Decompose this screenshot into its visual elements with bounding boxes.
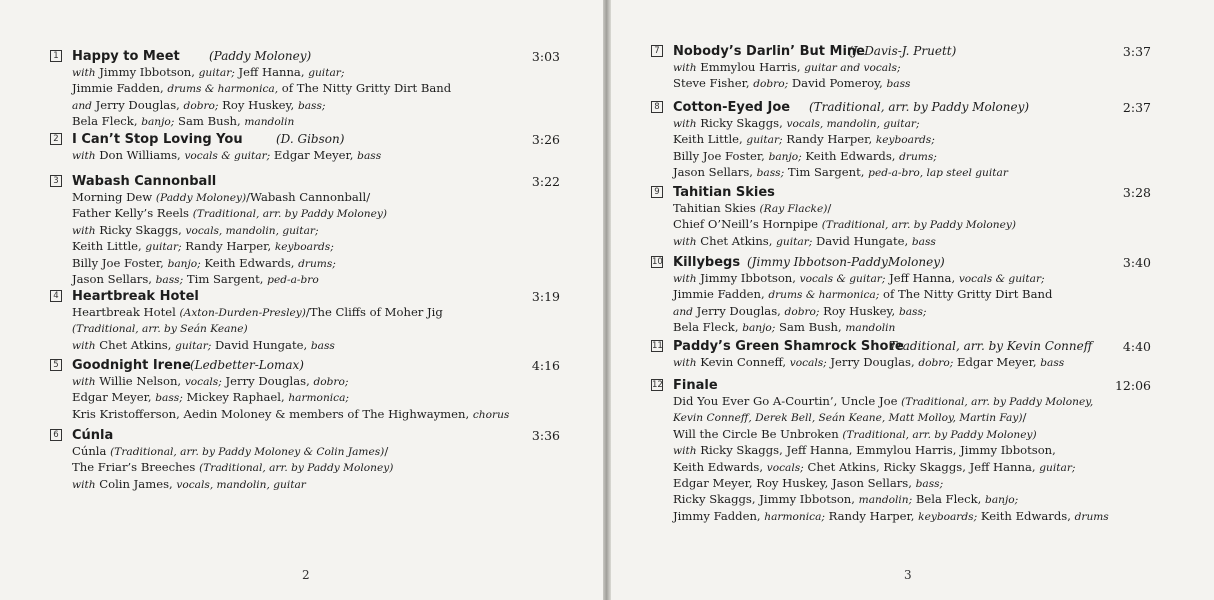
track-number-box: 7 xyxy=(651,45,663,57)
track-8 xyxy=(651,99,1151,182)
track-title: Finale xyxy=(673,378,718,393)
personnel-line: Bela Fleck, banjo; Sam Bush, mandolin xyxy=(673,320,896,335)
personnel-line: and Jerry Douglas, dobro; Roy Huskey, bass; xyxy=(72,97,326,112)
track-personnel xyxy=(673,60,1151,93)
track-personnel xyxy=(72,65,560,131)
track-header xyxy=(50,427,560,444)
track-title: Cotton-Eyed Joe xyxy=(673,100,791,115)
track-number-box: 12 xyxy=(652,380,663,390)
track-title: Goodnight Irene xyxy=(72,358,191,373)
track-number-box: 5 xyxy=(50,359,62,371)
personnel-line: Billy Joe Foster, banjo; Keith Edwards, drums; xyxy=(72,255,336,270)
track-duration: 3:22 xyxy=(531,174,560,189)
personnel-line: Ricky Skaggs, Jimmy Ibbotson, mandolin; Bela Fleck, banjo; xyxy=(673,492,1019,507)
track-personnel xyxy=(673,271,1151,337)
track-duration: 3:36 xyxy=(531,428,560,443)
personnel-line: Will the Circle Be Unbroken (Traditional, arr. by Paddy Moloney) xyxy=(673,426,1037,441)
personnel-line: with Jimmy Ibbotson, vocals & guitar; Jeff Hanna, vocals & guitar; xyxy=(673,271,1045,285)
track-2 xyxy=(50,131,560,164)
track-6 xyxy=(50,427,560,493)
track-title: I Can’t Stop Loving You xyxy=(72,132,243,147)
track-duration: 3:03 xyxy=(531,49,560,64)
personnel-line: Edgar Meyer, bass; Mickey Raphael, harmonica; xyxy=(72,390,349,405)
track-duration: 3:40 xyxy=(1122,255,1151,270)
track-number-box: 8 xyxy=(651,101,663,113)
personnel-line: Jason Sellars, bass; Tim Sargent, ped-a-bro, lap steel guitar xyxy=(673,165,1008,180)
track-4 xyxy=(50,288,560,354)
personnel-line: Jimmie Fadden, drums & harmonica; of The Nitty Gritty Dirt Band xyxy=(673,287,1053,302)
personnel-line: with Chet Atkins, guitar; David Hungate, bass xyxy=(673,233,936,248)
track-number-box: 11 xyxy=(652,341,663,351)
track-personnel xyxy=(673,116,1151,182)
personnel-line: with Ricky Skaggs, Jeff Hanna, Emmylou Harris, Jimmy Ibbotson, xyxy=(673,443,1056,458)
track-personnel xyxy=(72,190,560,288)
track-header xyxy=(651,338,1151,355)
track-number-box: 4 xyxy=(50,290,62,302)
track-header xyxy=(651,99,1151,116)
personnel-line: with Don Williams, vocals & guitar; Edgar Meyer, bass xyxy=(72,148,382,162)
track-number-box: 10 xyxy=(652,257,663,267)
track-duration: 2:37 xyxy=(1122,100,1151,115)
track-personnel xyxy=(72,305,560,354)
track-title: Happy to Meet xyxy=(72,49,180,64)
track-header xyxy=(50,357,560,374)
track-number-box: 1 xyxy=(50,50,62,62)
personnel-line: Father Kelly’s Reels (Traditional, arr. by Paddy Moloney) xyxy=(72,206,387,221)
track-composer-credit: (Paddy Moloney) xyxy=(209,49,312,63)
personnel-line: Jason Sellars, bass; Tim Sargent, ped-a-bro xyxy=(72,272,319,287)
track-title: Tahitian Skies xyxy=(673,185,775,200)
track-personnel xyxy=(673,394,1151,525)
track-composer-credit: (Traditional, arr. by Paddy Moloney) xyxy=(809,100,1030,114)
track-composer-credit: (D. Gibson) xyxy=(276,132,345,146)
track-title: Paddy’s Green Shamrock Shore xyxy=(673,339,904,354)
track-11 xyxy=(651,338,1151,371)
personnel-line: Chief O’Neill’s Hornpipe (Traditional, arr. by Paddy Moloney) xyxy=(673,217,1017,232)
personnel-line: (Traditional, arr. by Seán Keane) xyxy=(72,323,248,336)
personnel-line: Billy Joe Foster, banjo; Keith Edwards, drums; xyxy=(673,148,937,163)
track-duration: 12:06 xyxy=(1114,378,1151,393)
track-title: Cúnla xyxy=(72,428,114,443)
personnel-line: Steve Fisher, dobro; David Pomeroy, bass xyxy=(673,76,911,91)
track-personnel xyxy=(72,444,560,493)
track-header xyxy=(50,131,560,148)
track-5 xyxy=(50,357,560,423)
personnel-line: Keith Little, guitar; Randy Harper, keyboards; xyxy=(673,132,935,147)
track-personnel xyxy=(673,201,1151,250)
track-header xyxy=(651,184,1151,201)
personnel-line: with Kevin Conneff, vocals; Jerry Douglas, dobro; Edgar Meyer, bass xyxy=(673,355,1065,369)
track-7 xyxy=(651,43,1151,93)
personnel-line: Cúnla (Traditional, arr. by Paddy Moloney & Colin James)/ xyxy=(72,444,389,458)
personnel-line: with Chet Atkins, guitar; David Hungate, bass xyxy=(72,337,335,352)
personnel-line: Bela Fleck, banjo; Sam Bush, mandolin xyxy=(72,114,295,129)
track-composer-credit: (Ledbetter-Lomax) xyxy=(190,358,304,372)
personnel-line: Jimmy Fadden, harmonica; Randy Harper, keyboards; Keith Edwards, drums xyxy=(673,508,1109,523)
track-title: Nobody’s Darlin’ But Mine xyxy=(673,44,866,59)
track-1 xyxy=(50,48,560,131)
track-composer-credit: Traditional, arr. by Kevin Conneff xyxy=(889,339,1093,353)
track-12 xyxy=(651,377,1151,525)
personnel-line: with Emmylou Harris, guitar and vocals; xyxy=(673,60,901,74)
track-10 xyxy=(651,254,1151,337)
right-page xyxy=(611,0,1214,600)
track-personnel xyxy=(673,355,1151,371)
track-title: Heartbreak Hotel xyxy=(72,289,199,304)
personnel-line: Edgar Meyer, Roy Huskey, Jason Sellars, bass; xyxy=(673,476,944,491)
personnel-line: Jimmie Fadden, drums & harmonica, of The Nitty Gritty Dirt Band xyxy=(72,81,452,96)
personnel-line: with Ricky Skaggs, vocals, mandolin, guitar; xyxy=(673,116,920,130)
track-duration: 3:28 xyxy=(1122,185,1151,200)
personnel-line: Did You Ever Go A-Courtin’, Uncle Joe (Traditional, arr. by Paddy Moloney, xyxy=(673,394,1094,408)
page-number-left: 2 xyxy=(302,568,310,582)
track-header xyxy=(651,43,1151,60)
track-3 xyxy=(50,173,560,288)
personnel-line: with Colin James, vocals, mandolin, guitar xyxy=(72,476,306,491)
personnel-line: and Jerry Douglas, dobro; Roy Huskey, bass; xyxy=(673,303,927,318)
track-9 xyxy=(651,184,1151,250)
personnel-line: Kevin Conneff, Derek Bell, Seán Keane, Matt Molloy, Martin Fay)/ xyxy=(673,410,1027,425)
personnel-line: Morning Dew (Paddy Moloney)/Wabash Cannonball/ xyxy=(72,190,371,204)
track-duration: 3:19 xyxy=(531,289,560,304)
personnel-line: Kris Kristofferson, Aedin Moloney & members of The Highwaymen, chorus xyxy=(72,406,510,421)
personnel-line: The Friar’s Breeches (Traditional, arr. by Paddy Moloney) xyxy=(72,460,394,475)
personnel-line: Keith Edwards, vocals; Chet Atkins, Ricky Skaggs, Jeff Hanna, guitar; xyxy=(673,459,1076,474)
book-gutter xyxy=(603,0,611,600)
personnel-line: Tahitian Skies (Ray Flacke)/ xyxy=(673,201,832,215)
personnel-line: Heartbreak Hotel (Axton-Durden-Presley)/The Cliffs of Moher Jig xyxy=(72,305,443,319)
track-personnel xyxy=(72,374,560,423)
track-duration: 4:16 xyxy=(531,358,560,373)
personnel-line: with Ricky Skaggs, vocals, mandolin, guitar; xyxy=(72,222,319,237)
track-number-box: 6 xyxy=(50,429,62,441)
track-header xyxy=(50,48,560,65)
track-duration: 3:26 xyxy=(531,132,560,147)
track-header xyxy=(651,254,1151,271)
page-number-right: 3 xyxy=(904,568,912,582)
track-composer-credit: (Jimmy Ibbotson-PaddyMoloney) xyxy=(747,255,945,269)
track-duration: 4:40 xyxy=(1122,339,1151,354)
track-composer-credit: (J. Davis-J. Pruett) xyxy=(848,44,957,58)
track-title: Killybegs xyxy=(673,255,741,270)
track-header xyxy=(50,288,560,305)
track-personnel xyxy=(72,148,560,164)
track-title: Wabash Cannonball xyxy=(72,174,217,189)
track-number-box: 3 xyxy=(50,175,62,187)
personnel-line: with Willie Nelson, vocals; Jerry Douglas, dobro; xyxy=(72,374,349,388)
left-page xyxy=(0,0,603,600)
track-header xyxy=(50,173,560,190)
track-duration: 3:37 xyxy=(1122,44,1151,59)
track-header xyxy=(651,377,1151,394)
personnel-line: Keith Little, guitar; Randy Harper, keyboards; xyxy=(72,239,334,254)
track-number-box: 2 xyxy=(50,133,62,145)
track-number-box: 9 xyxy=(651,186,663,198)
personnel-line: with Jimmy Ibbotson, guitar; Jeff Hanna, guitar; xyxy=(72,65,345,79)
